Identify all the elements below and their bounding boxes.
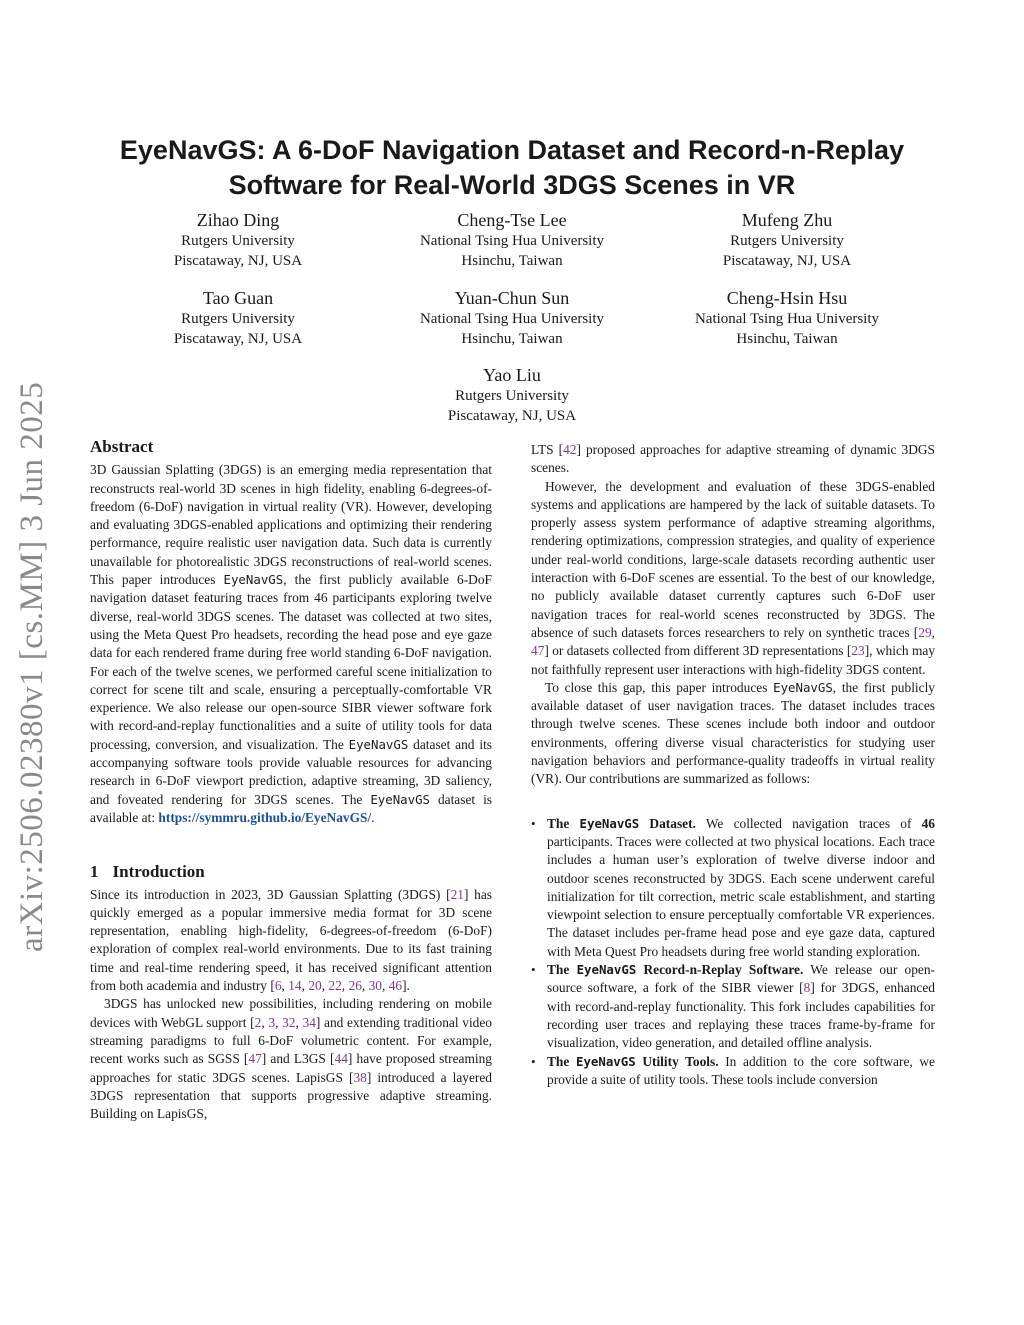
- author-block: [108, 286, 368, 349]
- citation-link[interactable]: 42: [563, 442, 577, 457]
- citation-link[interactable]: 47: [531, 643, 545, 659]
- introduction-heading: [90, 863, 492, 881]
- author-affiliation: Rutgers University: [730, 233, 844, 249]
- citation-link[interactable]: 32: [282, 1014, 296, 1030]
- dataset-name: EyeNavGS: [576, 962, 637, 978]
- dataset-name: EyeNavGS: [370, 791, 430, 807]
- citation-link[interactable]: 38: [353, 1069, 367, 1085]
- citation-link[interactable]: 2: [254, 1014, 262, 1030]
- body-paragraph: To close this gap, this paper introduces EyeNavGS, the first publicly available dataset of user navigation traces. The dataset includes traces through twelve scenes. These scenes include both indoor and outdoor environments, offering diverse visual characteristics for studying user navigation behaviors and performance-quality tradeoffs in virtual reality (VR). Our contributions are summarized as follows:: [531, 679, 935, 787]
- author-affiliation: Rutgers University: [181, 311, 295, 327]
- author-name: Mufeng Zhu: [741, 210, 833, 230]
- author-name: Tao Guan: [202, 288, 274, 308]
- author-block: [382, 363, 642, 426]
- bullet-icon: •: [531, 815, 536, 831]
- citation-link[interactable]: 29: [918, 624, 932, 640]
- abstract-text: 3D Gaussian Splatting (3DGS) is an emerging media representation that reconstructs real-world 3D scenes in high fidelity, enabling 6-degrees-of-freedom (6-DoF) navigation in virtual reality (VR). However, developing and evaluating 3DGS-enabled applications and optimizing their rendering performance, require realistic user navigation data. Such data is currently unavailable for photorealistic 3DGS reconstructions of real-world scenes. This paper introduces EyeNavGS, the first publicly available 6-DoF navigation dataset featuring traces from 46 participants exploring twelve diverse, real-world 3DGS scenes. The dataset was collected at two sites, using the Meta Quest Pro headsets, recording the head pose and eye gaze data for each rendered frame during free world standing 6-DoF navigation. For each of the twelve scenes, we performed careful scene initialization to correct for scene tilt and scale, ensuring a perceptually-comfortable VR experience. We also release our open-source SIBR viewer software fork with record-and-replay functionalities and a suite of utility tools for data processing, conversion, and visualization. The EyeNavGS dataset and its accompanying software tools provide valuable resources for advancing research in 6-DoF viewport prediction, adaptive streaming, 3D saliency, and foveated rendering for 3DGS scenes. The EyeNavGS dataset is available at: https://symmru.github.io/EyeNavGS/.: [90, 462, 493, 825]
- right-column: [531, 441, 935, 1089]
- dataset-url-link[interactable]: https://symmru.github.io/EyeNavGS/: [158, 809, 372, 825]
- body-paragraph: However, the development and evaluation of these 3DGS-enabled systems and applications are hampered by the lack of suitable datasets. To properly assess system performance of adaptive streaming algorithms, rendering optimizations, compression strategies, and quality of experience under real-world conditions, large-scale datasets recording authentic user interaction with 6-DoF scenes are essential. To the best of our knowledge, no publicly available dataset currently captures such 6-DoF user navigation traces for real-world scenes reconstructed by 3DGS. The absence of such datasets forces researchers to rely on synthetic traces [29, 47] or datasets collected from different 3D representations [23], which may not faithfully represent user interactions with high-fidelity 3DGS content.: [531, 478, 936, 677]
- contributions-list: [531, 815, 935, 1089]
- list-item-heading: The EyeNavGS Dataset.: [547, 815, 696, 831]
- left-column: [90, 438, 492, 1123]
- author-block: [382, 286, 642, 349]
- citation-link[interactable]: 44: [334, 1051, 348, 1067]
- citation-link[interactable]: 22: [328, 978, 342, 994]
- paper-title: [100, 133, 924, 203]
- citation-link[interactable]: 30: [368, 978, 382, 994]
- list-item: • The EyeNavGS Utility Tools. In addition to the core software, we provide a suite of utility tools. These tools include conversion: [531, 1053, 936, 1087]
- citation-link[interactable]: 21: [450, 886, 464, 902]
- author-affiliation: National Tsing Hua University: [419, 233, 605, 249]
- citation-link[interactable]: 34: [302, 1014, 316, 1030]
- body-paragraph: LTS [42] proposed approaches for adaptive streaming of dynamic 3DGS scenes.: [531, 442, 936, 476]
- author-name: Cheng-Tse Lee: [457, 210, 567, 230]
- citation-link[interactable]: 47: [248, 1051, 262, 1067]
- citation-link[interactable]: 23: [851, 643, 865, 659]
- author-block: [382, 208, 642, 271]
- bullet-icon: •: [531, 1053, 536, 1069]
- citation-link[interactable]: 6: [274, 978, 282, 994]
- list-item: • The EyeNavGS Record-n-Replay Software. We release our open-source software, a fork of the SIBR viewer [8] for 3DGS, enhanced with record-and-replay functionality. This fork includes capabilities for recording user traces and replaying these traces frame-by-frame for visualization, video generation, and detailed offline analysis.: [531, 962, 935, 1051]
- participant-count: 46: [921, 815, 935, 831]
- citation-link[interactable]: 26: [348, 978, 362, 994]
- dataset-name: EyeNavGS: [348, 736, 409, 752]
- author-location: Hsinchu, Taiwan: [461, 252, 563, 269]
- section-title: Introduction: [112, 862, 205, 882]
- list-item-heading: The EyeNavGS Record-n-Replay Software.: [547, 962, 804, 978]
- author-name: Yao Liu: [483, 365, 541, 385]
- citation-link[interactable]: 20: [308, 978, 322, 994]
- author-block: [657, 208, 917, 271]
- arxiv-identifier-stamp: arXiv:2506.02380v1 [cs.MM] 3 Jun 2025: [14, 381, 50, 952]
- citation-link[interactable]: 14: [288, 978, 302, 994]
- author-location: Piscataway, NJ, USA: [173, 252, 303, 269]
- intro-paragraph: Since its introduction in 2023, 3D Gaussian Splatting (3DGS) [21] has quickly emerged as a popular immersive media format for 3D scene representation, enabling high-fidelity, 6-degrees-of-freedom (6-DoF) exploration of complex real-world environments. Due to its fast training time and real-time rendering speed, it has received significant attention from both academia and industry [6, 14, 20, 22, 26, 30, 46].: [90, 886, 492, 994]
- citation-link[interactable]: 8: [803, 980, 811, 996]
- citation-link[interactable]: 3: [268, 1014, 276, 1030]
- author-name: Cheng-Hsin Hsu: [726, 288, 848, 308]
- author-location: Piscataway, NJ, USA: [447, 407, 577, 424]
- author-location: Piscataway, NJ, USA: [173, 330, 303, 347]
- bullet-icon: •: [531, 962, 536, 978]
- dataset-name: EyeNavGS: [575, 1053, 636, 1069]
- title-line-1: EyeNavGS: A 6-DoF Navigation Dataset and Record-n-Replay: [119, 135, 905, 165]
- section-number: 1: [90, 862, 99, 882]
- author-affiliation: Rutgers University: [181, 233, 295, 249]
- list-item-heading: The EyeNavGS Utility Tools.: [547, 1053, 719, 1069]
- author-affiliation: National Tsing Hua University: [694, 311, 880, 327]
- dataset-name: EyeNavGS: [579, 815, 640, 831]
- author-location: Hsinchu, Taiwan: [736, 330, 838, 347]
- author-location: Hsinchu, Taiwan: [461, 330, 563, 347]
- author-block: [657, 286, 917, 349]
- dataset-name: EyeNavGS: [773, 679, 833, 695]
- author-block: [108, 208, 368, 271]
- author-affiliation: Rutgers University: [455, 388, 569, 404]
- abstract-heading: Abstract: [90, 437, 154, 456]
- intro-paragraph: 3DGS has unlocked new possibilities, including rendering on mobile devices with WebGL support [2, 3, 32, 34] and extending traditional video streaming paradigms to full 6-DoF volumetric content. For example, recent works such as SGSS [47] and L3GS [44] have proposed streaming approaches for static 3DGS scenes. LapisGS [38] introduced a layered 3DGS representation that supports progressive adaptive streaming. Building on LapisGS,: [90, 996, 493, 1122]
- citation-link[interactable]: 46: [388, 978, 403, 994]
- list-item: • The EyeNavGS Dataset. We collected navigation traces of 46 participants. Traces were collected at two physical locations. Each trace includes a human user’s exploration of twelve diverse indoor and outdoor scenes reconstructed by 3DGS. Each scene underwent careful initialization for tilt correction, metric scale establishment, and starting viewpoint selection to ensure perceptually comfortable VR experiences. The dataset includes per-frame head pose and eye gaze data, captured with Meta Quest Pro headsets during free world standing exploration.: [531, 815, 935, 959]
- title-line-2: Software for Real-World 3DGS Scenes in VR: [228, 170, 796, 200]
- author-affiliation: National Tsing Hua University: [419, 311, 605, 327]
- author-location: Piscataway, NJ, USA: [722, 252, 852, 269]
- dataset-name: EyeNavGS: [223, 572, 284, 588]
- author-name: Yuan-Chun Sun: [454, 288, 570, 308]
- author-name: Zihao Ding: [196, 210, 280, 230]
